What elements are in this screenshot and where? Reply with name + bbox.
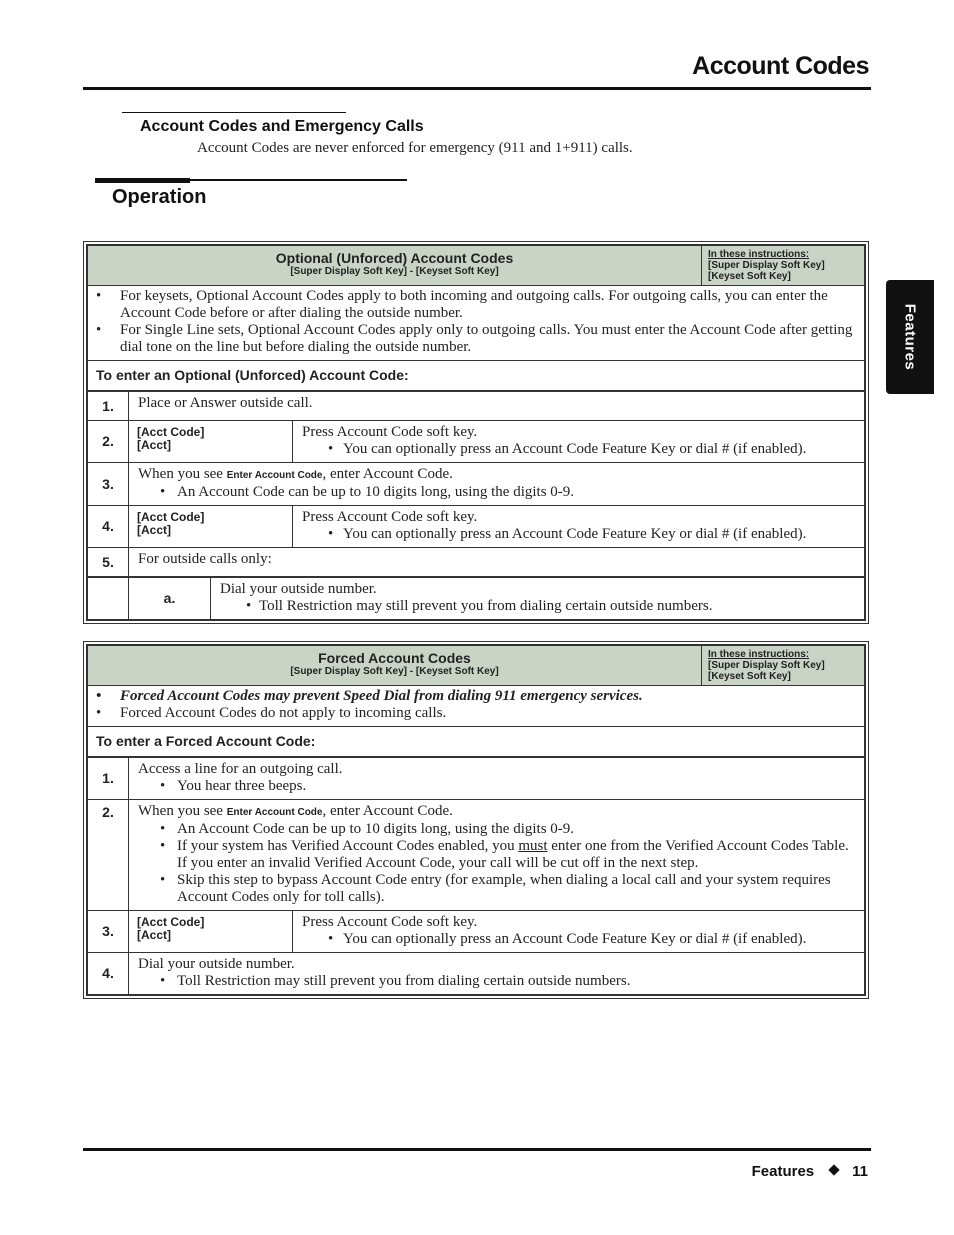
diamond-icon — [828, 1164, 839, 1175]
forced-subtitle: [Super Display Soft Key] - [Keyset Soft Key] — [290, 666, 499, 677]
optional-subhead: To enter an Optional (Unforced) Account Code: — [88, 361, 865, 391]
page-number: 11 — [852, 1163, 868, 1180]
optional-notes — [88, 286, 865, 361]
section-rule — [122, 112, 346, 113]
page-footer — [752, 1163, 868, 1180]
optional-account-codes-box — [83, 241, 869, 624]
footer-section: Features — [751, 1163, 815, 1180]
table-row: 3. When you see Enter Account Code, enter Account Code. • An Account Code can be up to 10 digits long, using the digits 0-9. — [88, 463, 865, 506]
table-row: 2. [Acct Code] [Acct] Press Account Code soft key. • You can optionally press an Account Code Feature Key or dial # (if enabled). — [88, 421, 865, 463]
side-tab[interactable] — [886, 280, 934, 394]
optional-title: Optional (Unforced) Account Codes — [275, 250, 514, 266]
table-row: a. Dial your outside number. • Toll Restriction may still prevent you from dialing certain outside numbers. — [88, 578, 865, 620]
list-item: • For keysets, Optional Account Codes apply to both incoming and outgoing calls. For outgoing calls, you can enter the Account Code before or after dialing the outside number. — [96, 288, 828, 321]
table-row: 1. Place or Answer outside call. — [88, 392, 865, 421]
page-title: Account Codes — [692, 52, 869, 80]
forced-account-codes-box — [83, 641, 869, 999]
operation-rule-accent — [95, 178, 190, 183]
instructions-legend: In these instructions: [Super Display Soft Key] [Keyset Soft Key] — [702, 646, 865, 686]
optional-subtitle: [Super Display Soft Key] - [Keyset Soft Key] — [290, 266, 499, 277]
list-item: • Forced Account Codes may prevent Speed Dial from dialing 911 emergency services. — [96, 688, 643, 704]
footer-rule — [83, 1148, 871, 1151]
list-item: • For Single Line sets, Optional Account Codes apply only to outgoing calls. You must enter the Account Code after getting dial tone on the line but before dialing the outside number. — [96, 322, 853, 355]
table-row: 2. When you see Enter Account Code, enter Account Code. • An Account Code can be up to 10 digits long, using the digits 0-9. • If your system has Verified Account Codes enabled, you must enter one from the Verified Account Codes Table. If you enter an invalid Verified Account Code, your call will be cut off in the next step. • Skip this step to bypass Account Code entry (for example, when dialing a local call and your system requires Account Codes only for toll calls). — [88, 800, 865, 911]
table-row: 4. Dial your outside number. • Toll Restriction may still prevent you from dialing certain outside numbers. — [88, 953, 865, 995]
instructions-legend: In these instructions: [Super Display Soft Key] [Keyset Soft Key] — [702, 246, 865, 286]
section-body: Account Codes are never enforced for emergency (911 and 1+911) calls. — [197, 140, 633, 156]
forced-title: Forced Account Codes — [318, 650, 471, 666]
table-row: 1. Access a line for an outgoing call. • You hear three beeps. — [88, 758, 865, 800]
table-row: 5. For outside calls only: — [88, 548, 865, 577]
forced-notes — [88, 686, 865, 727]
operation-heading: Operation — [112, 186, 207, 208]
forced-subhead: To enter a Forced Account Code: — [88, 727, 865, 757]
section-heading: Account Codes and Emergency Calls — [140, 118, 424, 135]
table-row: 4. [Acct Code] [Acct] Press Account Code soft key. • You can optionally press an Account Code Feature Key or dial # (if enabled). — [88, 506, 865, 548]
list-item: • Forced Account Codes do not apply to incoming calls. — [96, 705, 447, 721]
table-row: 3. [Acct Code] [Acct] Press Account Code soft key. • You can optionally press an Account Code Feature Key or dial # (if enabled). — [88, 911, 865, 953]
side-tab-label: Features — [901, 303, 919, 371]
title-rule — [83, 87, 871, 90]
